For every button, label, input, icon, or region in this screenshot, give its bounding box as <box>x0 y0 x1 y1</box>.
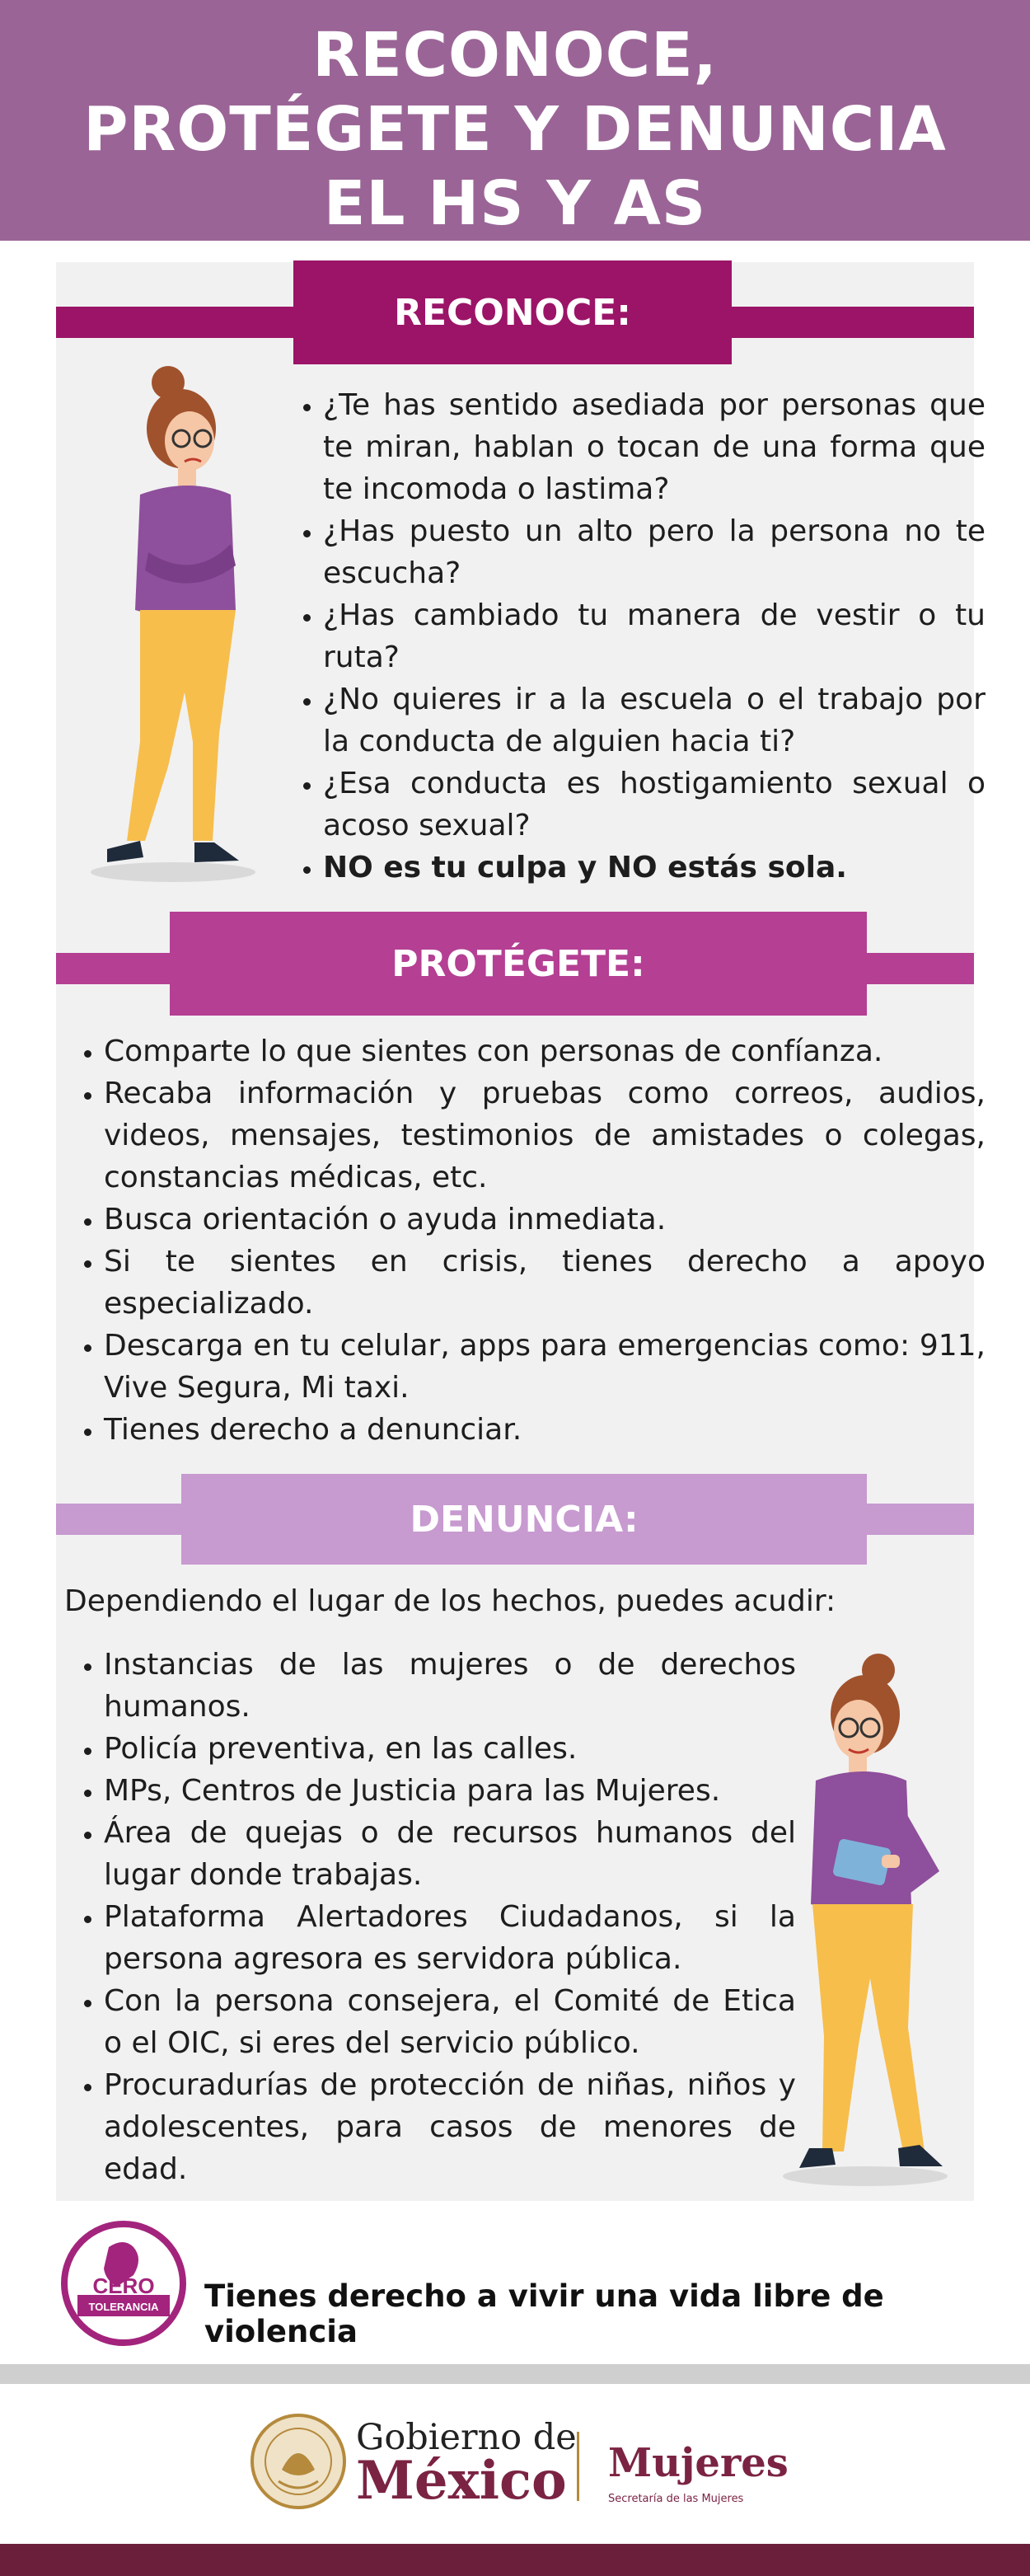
list-item-emphasis: • NO es tu culpa y NO estás sola. <box>323 847 986 889</box>
reconoce-list <box>285 384 986 889</box>
list-item: • Área de quejas o de recursos humanos del lugar donde trabajas. <box>104 1812 796 1896</box>
list-item: • ¿Has cambiado tu manera de vestir o tu ruta? <box>323 594 986 678</box>
list-item: • Recaba información y pruebas como correos, audios, videos, mensajes, testimonios de amistades o colegas, constancias médicas, etc. <box>104 1072 986 1199</box>
protegete-list <box>66 1030 986 1451</box>
mexico-text: México <box>356 2450 567 2512</box>
slogan-text: Tienes derecho a vivir una vida libre de violencia <box>204 2278 884 2349</box>
logo-text-tolerancia: TOLERANCIA <box>88 2301 159 2313</box>
title-line-1: RECONOCE, <box>312 20 718 91</box>
gobierno-de-text: Gobierno de <box>356 2417 577 2458</box>
title-line-3: EL HS Y AS <box>323 168 707 239</box>
woman-with-tablet-illustration <box>766 1649 964 2193</box>
page-title <box>0 18 1030 241</box>
title-line-2: PROTÉGETE Y DENUNCIA <box>83 94 947 165</box>
reconoce-heading: RECONOCE: <box>293 260 732 364</box>
list-item: • Descarga en tu celular, apps para emergencias como: 911, Vive Segura, Mi taxi. <box>104 1325 986 1409</box>
list-item: • MPs, Centros de Justicia para las Mujeres. <box>104 1770 796 1812</box>
denuncia-intro: Dependiendo el lugar de los hechos, puedes acudir: <box>64 1584 836 1618</box>
list-item: • ¿Esa conducta es hostigamiento sexual o acoso sexual? <box>323 762 986 847</box>
footer-divider <box>0 2364 1030 2384</box>
denuncia-heading: DENUNCIA: <box>181 1474 867 1565</box>
list-item: • Tienes derecho a denunciar. <box>104 1409 986 1451</box>
list-item: • Busca orientación o ayuda inmediata. <box>104 1199 986 1241</box>
logo-text-cero: CERO <box>92 2273 155 2298</box>
list-item: • Con la persona consejera, el Comité de Etica o el OIC, si eres del servicio público. <box>104 1980 796 2064</box>
cero-tolerancia-logo <box>58 2217 190 2349</box>
list-item: • ¿No quieres ir a la escuela o el trabajo por la conducta de alguien hacia ti? <box>323 678 986 762</box>
list-item: • Si te sientes en crisis, tienes derecho a apoyo especializado. <box>104 1241 986 1325</box>
list-item: • Instancias de las mujeres o de derechos humanos. <box>104 1644 796 1728</box>
footer-bar <box>0 2544 1030 2576</box>
woman-arms-crossed-illustration <box>74 363 272 890</box>
list-item: • Policía preventiva, en las calles. <box>104 1728 796 1770</box>
list-item: • Comparte lo que sientes con personas de confíanza. <box>104 1030 986 1072</box>
list-item: • Plataforma Alertadores Ciudadanos, si la persona agresora es servidora pública. <box>104 1896 796 1980</box>
mujeres-subtitle: Secretaría de las Mujeres <box>608 2493 744 2505</box>
list-item: • ¿Te has sentido asediada por personas que te miran, hablan o tocan de una forma que te incomoda o lastima? <box>323 384 986 510</box>
logo-divider <box>577 2432 579 2501</box>
denuncia-list <box>66 1644 796 2190</box>
mujeres-logo-text: Mujeres <box>608 2440 789 2486</box>
list-item: • Procuradurías de protección de niñas, niños y adolescentes, para casos de menores de edad. <box>104 2064 796 2190</box>
list-item: • ¿Has puesto un alto pero la persona no te escucha? <box>323 510 986 594</box>
protegete-heading: PROTÉGETE: <box>170 912 867 1016</box>
mexico-coat-of-arms-seal <box>249 2412 348 2511</box>
